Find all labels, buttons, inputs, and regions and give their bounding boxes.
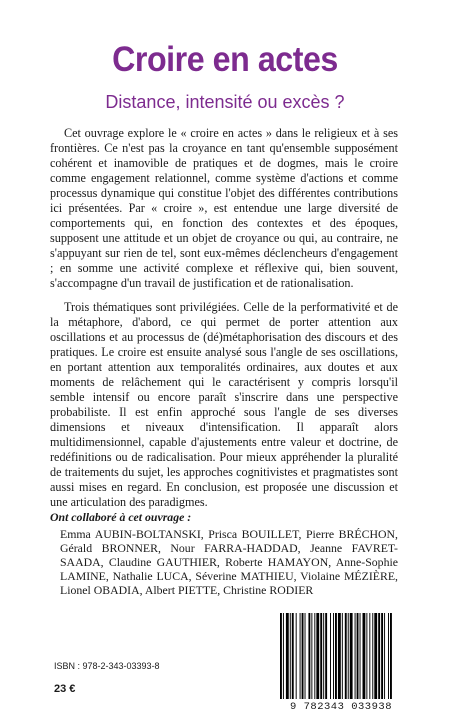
- barcode: [272, 609, 410, 713]
- collaborators-heading: Ont collaboré à cet ouvrage :: [50, 510, 192, 524]
- collaborators-names: Emma AUBIN-BOLTANSKI, Prisca BOUILLET, Pierre BRÉCHON, Gérald BRONNER, Nour FARRA-HADDAD, Jeanne FAVRET-SAADA, Claudine GAUTHIER, Roberte HAMAYON, Anne-Sophie LAMINE, Nathalie LUCA, Séverine MATHIEU, Violaine MÉZIÈRE, Lionel OBADIA, Albert PIETTE, Christine RODIER: [60, 527, 398, 597]
- summary-text: [50, 126, 398, 519]
- price-label: 23 €: [54, 683, 76, 695]
- book-title: Croire en actes: [112, 40, 338, 79]
- summary-paragraph-1: Cet ouvrage explore le « croire en actes » dans le religieux et à ses frontières. Ce n'est pas la croyance en tant qu'ensemble supposément cohérent et inamovible de pratiques et de dogmes, mais le croire comme engagement relationnel, comme système d'actions et comme processus dynamique qui constitue l'objet des différentes contributions ici présentées. Par « croire », est entendue une large diversité de comportements qui, en fonction des contextes et des époques, supposent une attitude et un objet de croyance ou qui, au contraire, ne s'appuyant sur rien de tel, sont eux-mêmes déclencheurs d'engagement ; en somme une activité complexe et réflexive qui, bien souvent, s'accompagne d'un travail de justification et de rationalisation.: [50, 126, 398, 290]
- barcode-bars-icon: [272, 609, 410, 701]
- book-subtitle: Distance, intensité ou excès ?: [105, 92, 345, 112]
- summary-paragraph-2: Trois thématiques sont privilégiées. Celle de la performativité et de la métaphore, d'abord, ce qui permet de porter attention aux oscillations et au processus de (dé)métaphorisation des discours et des pratiques. Le croire est ensuite analysé sous l'angle de ses oscillations, en portant attention aux temporalités ordinaires, aux doutes et aux moments de relâchement qui le caractérisent y compris lorsqu'il semble intensif ou encore paraît s'inscrire dans une perspective probabiliste. Il est enfin approché sous l'angle de ses diverses dimensions et niveaux d'intensification. Il apparaît alors multidimensionnel, capable d'ajustements entre valeur et doctrine, de redéfinitions ou de radicalisation. Pour mieux appréhender la pluralité de traitements du sujet, les approches cognitivistes et pragmatistes sont aussi mises en regard. En conclusion, est proposée une discussion et une articulation des paradigmes.: [50, 300, 398, 509]
- isbn-label: ISBN : 978-2-343-03393-8: [54, 661, 160, 671]
- barcode-digits: 9 782343 033938: [289, 701, 392, 713]
- collaborators-block: [50, 510, 398, 597]
